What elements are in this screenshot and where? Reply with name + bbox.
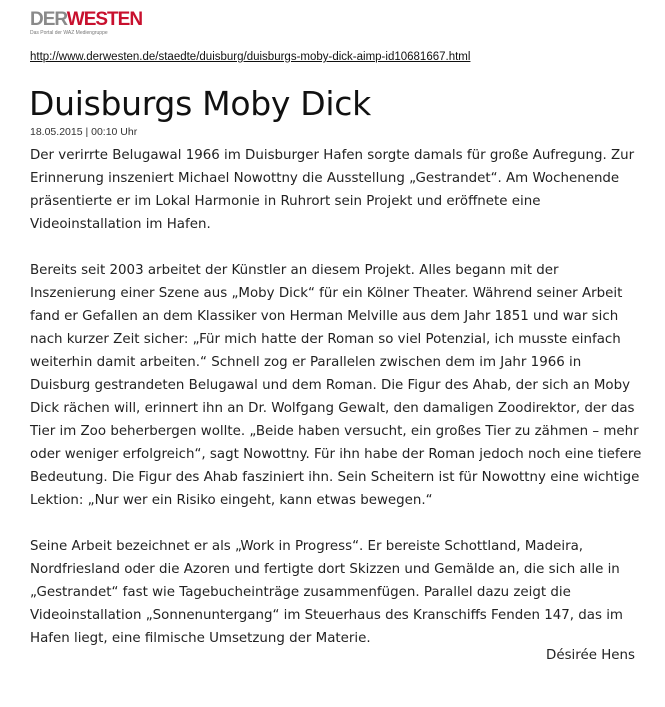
- source-url-link[interactable]: http://www.derwesten.de/staedte/duisburg/duisburgs-moby-dick-aimp-id10681667.html: [30, 51, 471, 63]
- article-body: [30, 144, 642, 673]
- article-dateline: 18.05.2015 | 00:10 Uhr: [30, 126, 138, 138]
- article-paragraph-2: Bereits seit 2003 arbeitet der Künstler an diesem Projekt. Alles begann mit der Inszenierung einer Szene aus „Moby Dick“ für ein Kölner Theater. Während seiner Arbeit fand er Gefallen an dem Klassiker von Herman Melville aus dem Jahr 1851 und war sich nach kurzer Zeit sicher: „Für mich hatte der Roman so viel Potenzial, ich musste einfach weiterhin damit arbeiten.“ Schnell zog er Parallelen zwischen dem im Jahr 1966 in Duisburg gestrandeten Belugawal und dem Roman. Die Figur des Ahab, der sich an Moby Dick rächen will, erinnert ihn an Dr. Wolfgang Gewalt, den damaligen Zoodirektor, der das Tier im Zoo beherbergen wollte. „Beide haben versucht, ein großes Tier zu zähmen – mehr oder weniger erfolgreich“, sagt Nowottny. Für ihn habe der Roman jedoch noch eine tiefere Bedeutung. Die Figur des Ahab fasziniert ihn. Sein Scheitern ist für Nowottny eine wichtige Lektion: „Nur wer ein Risiko eingeht, kann etwas bewegen.“: [30, 263, 642, 508]
- derwesten-logo[interactable]: [30, 9, 143, 36]
- article-author: Désirée Hens: [546, 648, 635, 663]
- logo-part-westen: WESTEN: [66, 9, 143, 30]
- logo-part-der: DER: [30, 9, 67, 30]
- article-title: Duisburgs Moby Dick: [29, 84, 371, 123]
- article-paragraph-3: Seine Arbeit bezeichnet er als „Work in Progress“. Er bereiste Schottland, Madeira, Nordfriesland oder die Azoren und fertigte dort Skizzen und Gemälde an, die sich alle in „Gestrandet“ fast wie Tagebucheinträge zusammenfügen. Parallel dazu zeigt die Videoinstallation „Sonnenuntergang“ im Steuerhaus des Kranschiffs Fenden 147, das im Hafen liegt, eine filmische Umsetzung der Materie.: [30, 539, 623, 646]
- logo-tagline: Das Portal der WAZ Mediengruppe: [30, 30, 108, 36]
- article-paragraph-1: Der verirrte Belugawal 1966 im Duisburger Hafen sorgte damals für große Aufregung. Zur Erinnerung inszeniert Michael Nowottny die Ausstellung „Gestrandet“. Am Wochenende präsentierte er im Lokal Harmonie in Ruhrort sein Projekt und eröffnete eine Videoinstallation im Hafen.: [30, 148, 635, 232]
- logo-wordmark: [30, 9, 143, 30]
